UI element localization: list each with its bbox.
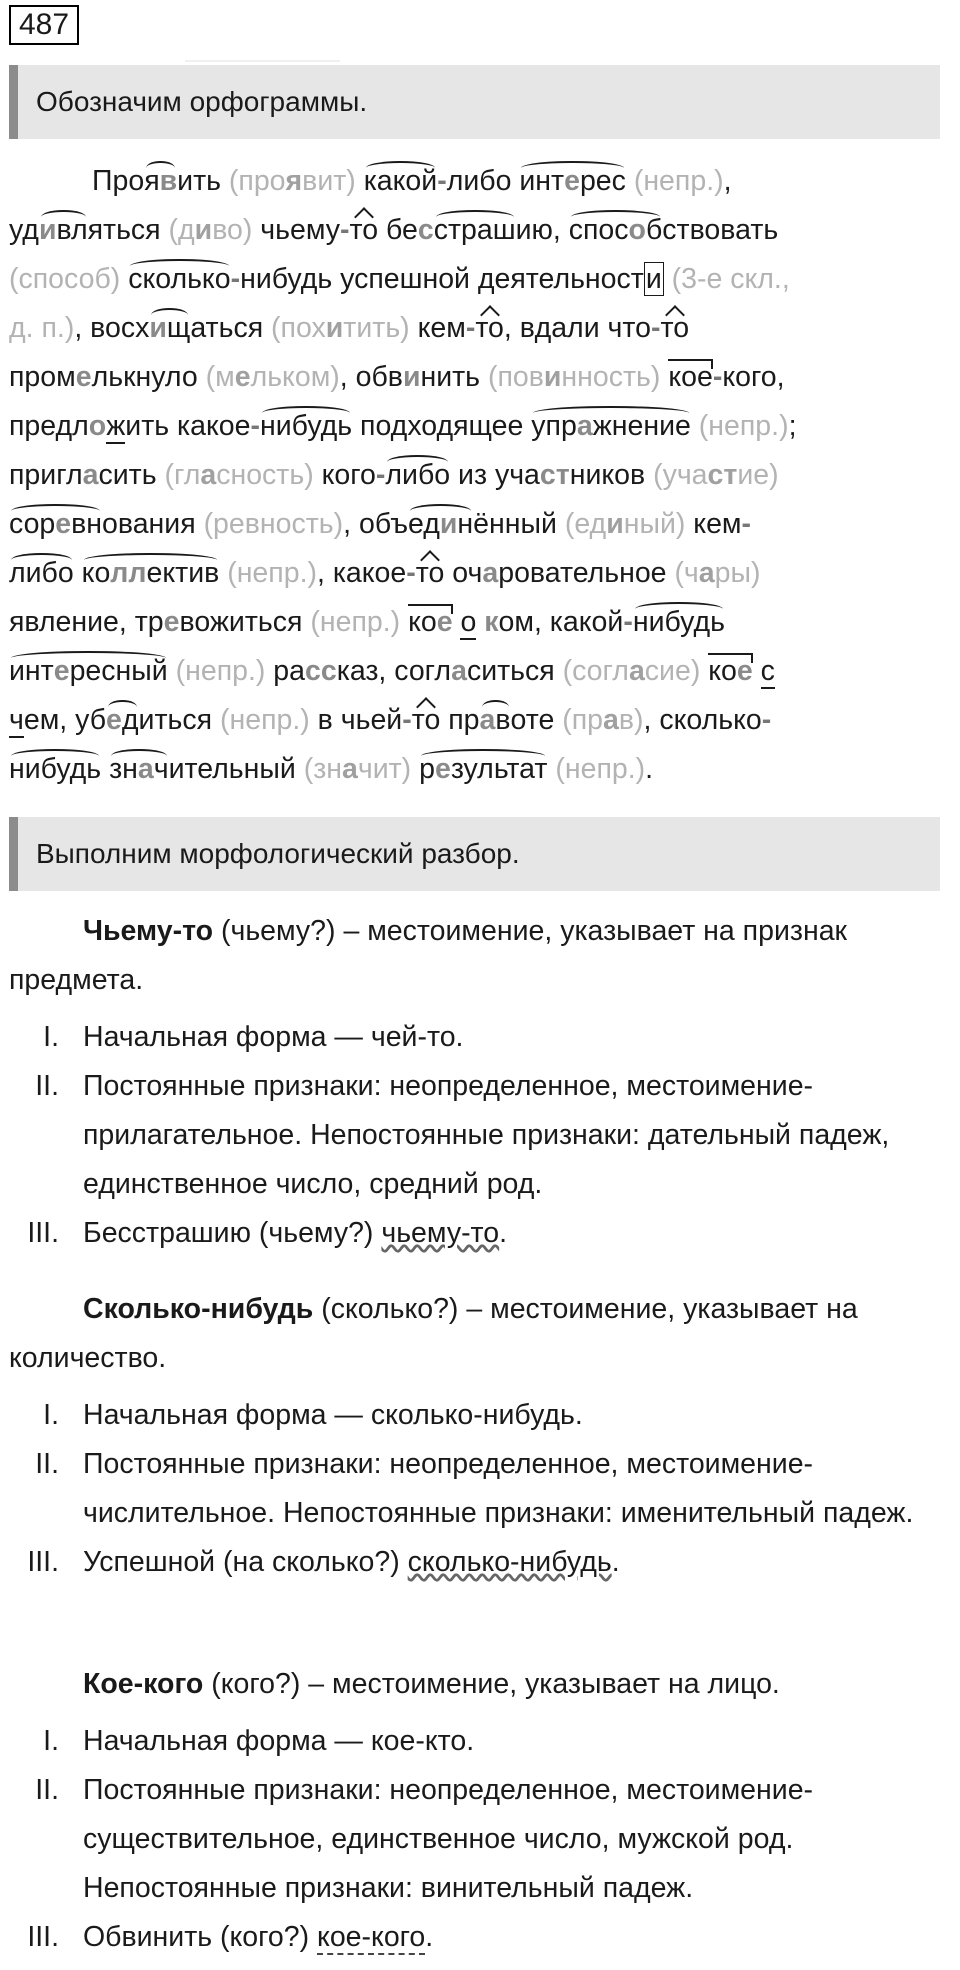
ending-box-mark: и <box>645 263 662 295</box>
root-arc-mark: интересный <box>9 647 168 696</box>
analysis-description: (чьему?) – местоимение, указывает на признак предмета. <box>9 915 848 996</box>
example-line: д. п.), восхищаться (похитить) кем-то, вдали что-то <box>9 304 949 353</box>
root-arc-mark: нибудь <box>633 598 725 647</box>
list-item <box>9 1913 949 1962</box>
item-text: Бесстрашию (чьему?) <box>83 1217 382 1249</box>
prefix-mark: кое <box>708 647 753 696</box>
item-text: Постоянные признаки: неопределенное, местоимение-числительное. Непостоянные признаки: именительный падеж. <box>83 1448 914 1529</box>
list-item <box>9 1440 949 1538</box>
syntax-underline-dashed: кое-кого <box>317 1921 426 1953</box>
roman-numeral: III. <box>27 1921 59 1953</box>
analysis-block-koe-kogo <box>9 1660 949 1962</box>
root-arc-mark: нибудь <box>9 745 101 794</box>
item-end: . <box>425 1921 434 1953</box>
analysis-word: Чьему-то <box>83 915 214 947</box>
suffix-mark: то <box>660 304 689 353</box>
analysis-intro <box>9 1660 949 1709</box>
example-line: (способ) сколько-нибудь успешной деятельности (3-е скл., <box>9 255 949 304</box>
root-arc-mark: либо <box>385 451 450 500</box>
analysis-block-chemu-to <box>9 907 949 1258</box>
item-text: Начальная форма — чей-то. <box>83 1021 464 1053</box>
suffix-mark: то <box>475 304 504 353</box>
item-text: Постоянные признаки: неопределенное, местоимение-существительное, единственное число, мужской род. Непостоянные признаки: винительный падеж. <box>83 1774 814 1904</box>
prefix-mark: кое <box>668 353 713 402</box>
analysis-list <box>9 1391 949 1587</box>
analysis-intro <box>9 907 949 1005</box>
example-text <box>9 157 949 794</box>
roman-numeral: I. <box>43 1021 59 1053</box>
root-arc-mark: страш <box>434 206 516 255</box>
root-arc-mark: либо <box>9 549 74 598</box>
syntax-underline-wavy: чьему-то <box>381 1217 500 1249</box>
list-item <box>9 1062 949 1209</box>
root-arc-mark: ед <box>106 696 139 745</box>
analysis-description: (кого?) – местоимение, указывает на лицо. <box>203 1668 780 1700</box>
syntax-underline-wavy: сколько-нибудь <box>407 1546 612 1578</box>
item-text: Обвинить (кого?) <box>83 1921 318 1953</box>
example-line: чем, убедиться (непр.) в чьей-то правоте (прав), сколько- <box>9 696 949 745</box>
item-text: Постоянные признаки: неопределенное, местоимение-прилагательное. Непостоянные признаки: дательный падеж, единственное число, средний род. <box>83 1070 890 1200</box>
suffix-mark: то <box>350 206 379 255</box>
item-text: Начальная форма — кое-кто. <box>83 1725 475 1757</box>
suffix-mark: то <box>416 549 445 598</box>
item-text: Успешной (на сколько?) <box>83 1546 408 1578</box>
root-arc-mark: знач <box>109 745 169 794</box>
roman-numeral: I. <box>43 1399 59 1431</box>
list-item <box>9 1538 949 1587</box>
item-text: Начальная форма — сколько-нибудь. <box>83 1399 583 1431</box>
example-line: удивляться (диво) чьему-то бесстрашию, способствовать <box>9 206 949 255</box>
example-line: либо коллектив (непр.), какое-то очаровательное (чары) <box>9 549 949 598</box>
list-item <box>9 1013 949 1062</box>
item-end: . <box>499 1217 508 1249</box>
roman-numeral: II. <box>35 1448 59 1480</box>
root-arc-mark: един <box>408 500 473 549</box>
example-line: предложить какое-нибудь подходящее упражнение (непр.); <box>9 402 949 451</box>
root-arc-mark: соревн <box>9 500 102 549</box>
item-end: . <box>611 1546 620 1578</box>
exercise-number: 487 <box>9 5 79 45</box>
section-header-morphology: Выполним морфологический разбор. <box>9 817 940 891</box>
root-arc-mark: яв <box>144 157 177 206</box>
roman-numeral: III. <box>27 1217 59 1249</box>
roman-numeral: III. <box>27 1546 59 1578</box>
example-line: соревнования (ревность), объединённый (единый) кем- <box>9 500 949 549</box>
root-arc-mark: способ <box>569 206 663 255</box>
root-arc-mark: результат <box>419 745 547 794</box>
analysis-description: (сколько?) – местоимение, указывает на количество. <box>9 1293 858 1374</box>
example-line: Проявить (проявит) какой-либо интерес (непр.), <box>9 157 949 206</box>
roman-numeral: I. <box>43 1725 59 1757</box>
example-line: промелькнуло (мельком), обвинить (повинность) кое-кого, <box>9 353 949 402</box>
divider <box>185 60 340 62</box>
analysis-word: Сколько-нибудь <box>83 1293 314 1325</box>
list-item <box>9 1766 949 1913</box>
analysis-list <box>9 1717 949 1962</box>
prefix-mark: кое <box>408 598 453 647</box>
root-arc-mark: коллектив <box>82 549 220 598</box>
roman-numeral: II. <box>35 1774 59 1806</box>
root-arc-mark: упражнение <box>531 402 691 451</box>
analysis-block-skolko-nibud <box>9 1285 949 1587</box>
root-arc-mark: интерес <box>519 157 626 206</box>
list-item <box>9 1391 949 1440</box>
root-arc-mark: сколько <box>128 255 230 304</box>
example-line: нибудь значительный (значит) результат (непр.). <box>9 745 949 794</box>
root-arc-mark: ав <box>480 696 511 745</box>
suffix-mark: то <box>412 696 441 745</box>
analysis-list <box>9 1013 949 1258</box>
root-arc-mark: нибудь <box>260 402 352 451</box>
section-header-orthograms: Обозначим орфограммы. <box>9 65 940 139</box>
root-arc-mark: ищ <box>149 304 190 353</box>
list-item <box>9 1717 949 1766</box>
example-line: пригласить (гласность) кого-либо из участников (участие) <box>9 451 949 500</box>
example-line: явление, тревожиться (непр.) кое о ком, какой-нибудь <box>9 598 949 647</box>
analysis-word: Кое-кого <box>83 1668 204 1700</box>
example-line: интересный (непр.) рассказ, согласиться (согласие) кое с <box>9 647 949 696</box>
root-arc-mark: ивл <box>39 206 88 255</box>
roman-numeral: II. <box>35 1070 59 1102</box>
list-item <box>9 1209 949 1258</box>
root-arc-mark: какой <box>364 157 438 206</box>
analysis-intro <box>9 1285 949 1383</box>
